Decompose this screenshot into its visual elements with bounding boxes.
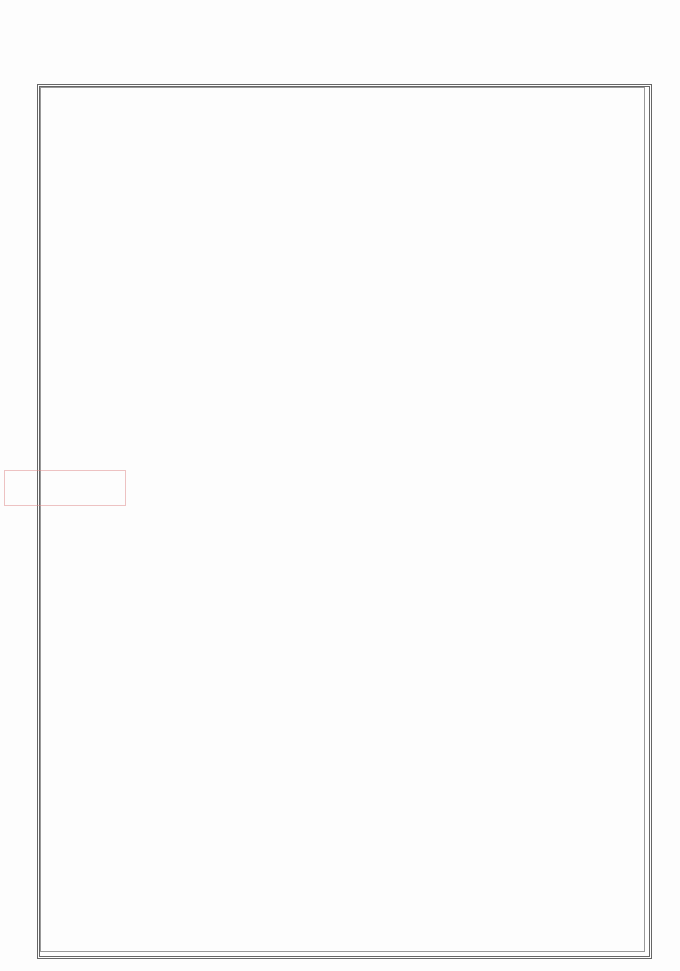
page-frame-inner [40,87,645,952]
watermark-frame [4,470,126,506]
